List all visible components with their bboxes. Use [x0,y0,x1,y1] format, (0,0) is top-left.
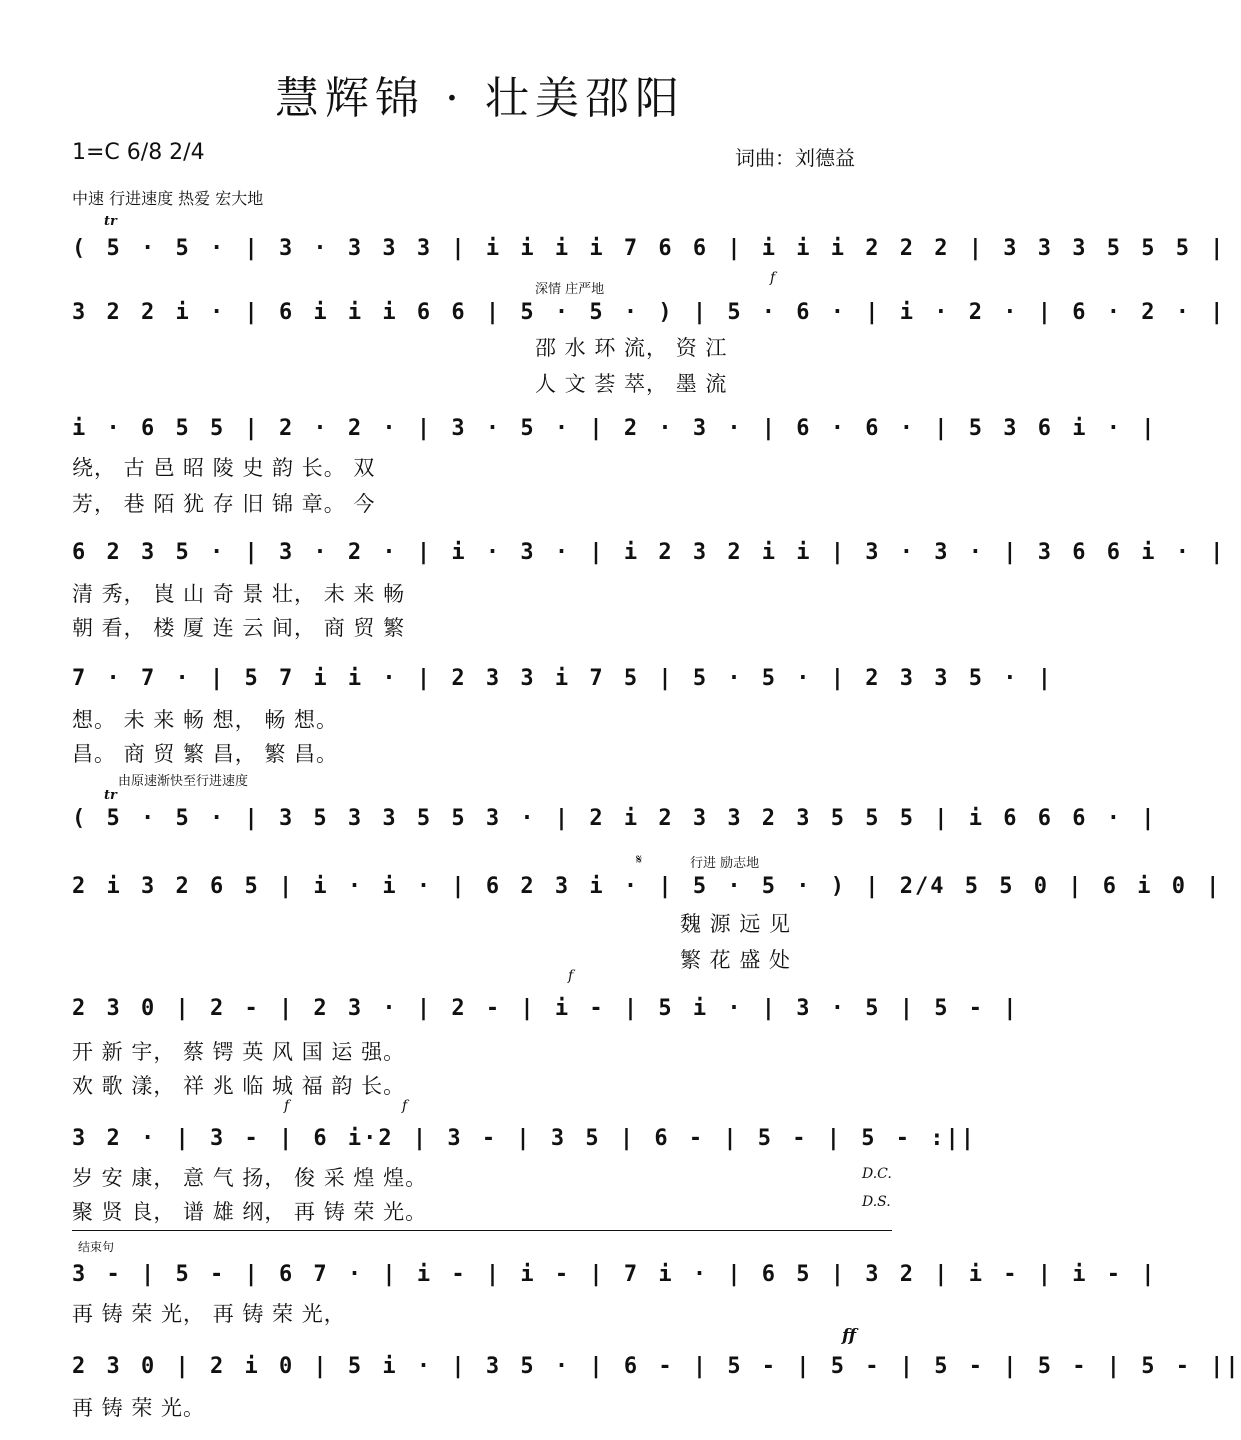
key-signature: 1=C 6/8 2/4 [72,140,205,165]
notation-row: 3 2 2 i · | 6 i i i 6 6 | 5 · 5 · ) | 5 · 6 · | i · 2 · | 6 · 2 · | [72,300,1226,325]
lyric-verse-1: 再 铸 荣 光， 再 铸 荣 光， [72,1302,346,1326]
notation-row: 3 - | 5 - | 6 7 · | i - | i - | 7 i · | 6 5 | 3 2 | i - | i - | [72,1262,1157,1287]
expression-march: 行进 励志地 [690,856,760,871]
dynamic-f: f [402,1098,408,1114]
dc-marking: D.C. [862,1166,892,1182]
lyric-verse-2: 朝 看， 楼 厦 连 云 间， 商 贸 繁 [72,616,406,640]
lyric-verse-1: 岁 安 康， 意 气 扬， 俊 采 煌 煌。 [72,1166,428,1190]
score-row-1 [72,236,1226,276]
notation-row: i · 6 5 5 | 2 · 2 · | 3 · 5 · | 2 · 3 · | 6 · 6 · | 5 3 6 i · | [72,416,1157,441]
author-credit: 词曲：刘德益 [735,146,855,170]
notation-row: 3 2 · | 3 - | 6 i·2 | 3 - | 3 5 | 6 - | 5 - | 5 - :|| [72,1126,976,1151]
lyric-verse-2: 芳， 巷 陌 犹 存 旧 锦 章。 今 [72,492,376,516]
expression-accel: 由原速渐快至行进速度 [118,774,249,789]
lyric-verse-1: 清 秀， 崀 山 奇 景 壮， 未 来 畅 [72,582,406,606]
trill-mark: tr [104,788,117,803]
notation-row: 2 3 0 | 2 - | 2 3 · | 2 - | i - | 5 i · | 3 · 5 | 5 - | [72,996,1019,1021]
dynamic-f: f [568,968,574,984]
lyric-verse-1: 邵 水 环 流， 资 江 [535,336,728,360]
score-row-11 [72,1354,1241,1394]
trill-mark: tr [104,214,117,229]
lyric-verse-2: 人 文 荟 萃， 墨 流 [535,372,728,396]
notation-row: 2 3 0 | 2 i 0 | 5 i · | 3 5 · | 6 - | 5 - | 5 - | 5 - | 5 - | 5 - || [72,1354,1241,1379]
notation-row: 7 · 7 · | 5 7 i i · | 2 3 3 i 7 5 | 5 · 5 · | 2 3 3 5 · | [72,666,1053,691]
ending-label: 结束句 [78,1240,115,1254]
dynamic-f: f [770,270,776,286]
lyric-verse-1: 开 新 宇， 蔡 锷 英 风 国 运 强。 [72,1040,406,1064]
score-row-10 [72,1262,1157,1302]
lyric-verse-2: 聚 贤 良， 谱 雄 纲， 再 铸 荣 光。 [72,1200,428,1224]
ending-bracket [72,1230,892,1231]
score-row-4 [72,540,1226,580]
score-row-8 [72,996,1019,1036]
score-row-9 [72,1126,976,1166]
ds-marking: D.S. [862,1194,891,1210]
score-row-5 [72,666,1053,706]
notation-row: 6 2 3 5 · | 3 · 2 · | i · 3 · | i 2 3 2 i i | 3 · 3 · | 3 6 6 i · | [72,540,1226,565]
lyric-verse-2: 繁 花 盛 处 [680,948,792,972]
notation-row: ( 5 · 5 · | 3 · 3 3 3 | i i i i 7 6 6 | i i i 2 2 2 | 3 3 3 5 5 5 | [72,236,1226,261]
segno-icon: 𝄋 [636,852,643,868]
lyric-verse-1: 绕， 古 邑 昭 陵 史 韵 长。 双 [72,456,376,480]
lyric-verse-1: 想。 未 来 畅 想， 畅 想。 [72,708,339,732]
dynamic-f: f [284,1098,290,1114]
score-row-6 [72,806,1157,846]
lyric-verse-2: 昌。 商 贸 繁 昌， 繁 昌。 [72,742,339,766]
score-row-2 [72,300,1226,340]
notation-row: ( 5 · 5 · | 3 5 3 3 5 5 3 · | 2 i 2 3 3 2 3 5 5 5 | i 6 6 6 · | [72,806,1157,831]
lyric-verse-2: 欢 歌 漾， 祥 兆 临 城 福 韵 长。 [72,1074,406,1098]
lyric-verse-1: 魏 源 远 见 [680,912,792,936]
lyric-verse-1: 再 铸 荣 光。 [72,1396,206,1420]
notation-row: 2 i 3 2 6 5 | i · i · | 6 2 3 i · | 5 · 5 · ) | 2/4 5 5 0 | 6 i 0 | [72,874,1222,899]
expression-deep: 深情 庄严地 [535,282,605,297]
score-row-3 [72,416,1157,456]
song-title: 慧辉锦 · 壮美邵阳 [275,73,685,124]
dynamic-ff: ff [842,1326,857,1346]
tempo-marking: 中速 行进速度 热爱 宏大地 [72,189,264,208]
